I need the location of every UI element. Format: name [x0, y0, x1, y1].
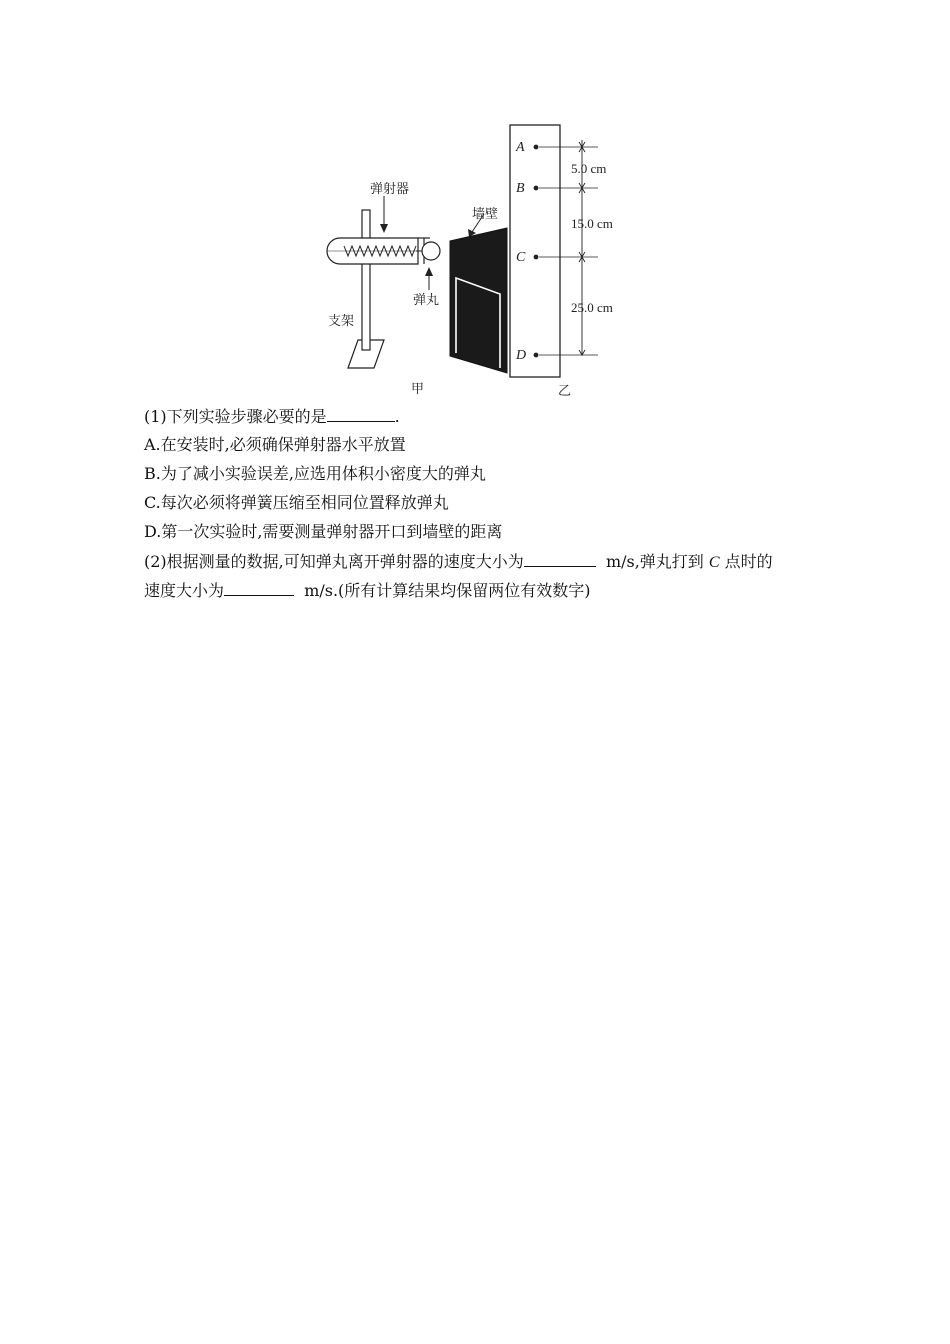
q2-unit: m/s,弹丸打到: [605, 552, 704, 571]
ball-label: 弹丸: [413, 293, 440, 308]
question-2: [144, 551, 773, 573]
ball: [422, 242, 440, 260]
q2-text: (2)根据测量的数据,可知弹丸离开弹射器的速度大小为: [144, 552, 524, 571]
point-b-label: B: [516, 181, 525, 196]
experiment-figure: [300, 118, 640, 403]
q2-line2-text: 速度大小为: [144, 581, 225, 600]
answer-blank-3[interactable]: [224, 580, 294, 596]
answer-blank-1[interactable]: [327, 406, 395, 422]
point-d-label: D: [516, 348, 527, 363]
point-c-dot: [534, 255, 539, 260]
stand-pole: [362, 210, 370, 350]
option-d: D.第一次实验时,需要测量弹射器开口到墙壁的距离: [144, 522, 503, 541]
answer-blank-2[interactable]: [524, 551, 596, 567]
wall: [450, 228, 507, 373]
stand-label: 支架: [328, 314, 355, 329]
question-1: [144, 406, 400, 427]
wall-label: 墙壁: [472, 207, 499, 222]
distance-cd: 25.0 cm: [571, 300, 613, 315]
point-d-dot: [534, 353, 539, 358]
point-c-label: C: [516, 250, 526, 265]
point-a-dot: [534, 145, 539, 150]
q1-text: (1)下列实验步骤必要的是: [144, 407, 327, 426]
distance-bc: 15.0 cm: [571, 216, 613, 231]
point-b-dot: [534, 186, 539, 191]
q2-text-end: 点时的: [724, 552, 773, 571]
distance-ab: 5.0 cm: [571, 161, 607, 176]
q1-suffix: .: [394, 407, 400, 426]
caption-b: 乙: [558, 384, 572, 399]
caption-a: 甲: [411, 382, 425, 397]
q2-point: C: [708, 554, 720, 571]
option-c: C.每次必须将弹簧压缩至相同位置释放弹丸: [144, 493, 449, 512]
launcher-label: 弹射器: [370, 182, 410, 197]
q2-line2-suffix: m/s.(所有计算结果均保留两位有效数字): [304, 581, 591, 600]
point-a-label: A: [516, 140, 525, 155]
option-b: B.为了减小实验误差,应选用体积小密度大的弹丸: [144, 464, 486, 483]
option-a: A.在安装时,必须确保弹射器水平放置: [144, 435, 406, 454]
question-2-line-2: [144, 580, 591, 601]
